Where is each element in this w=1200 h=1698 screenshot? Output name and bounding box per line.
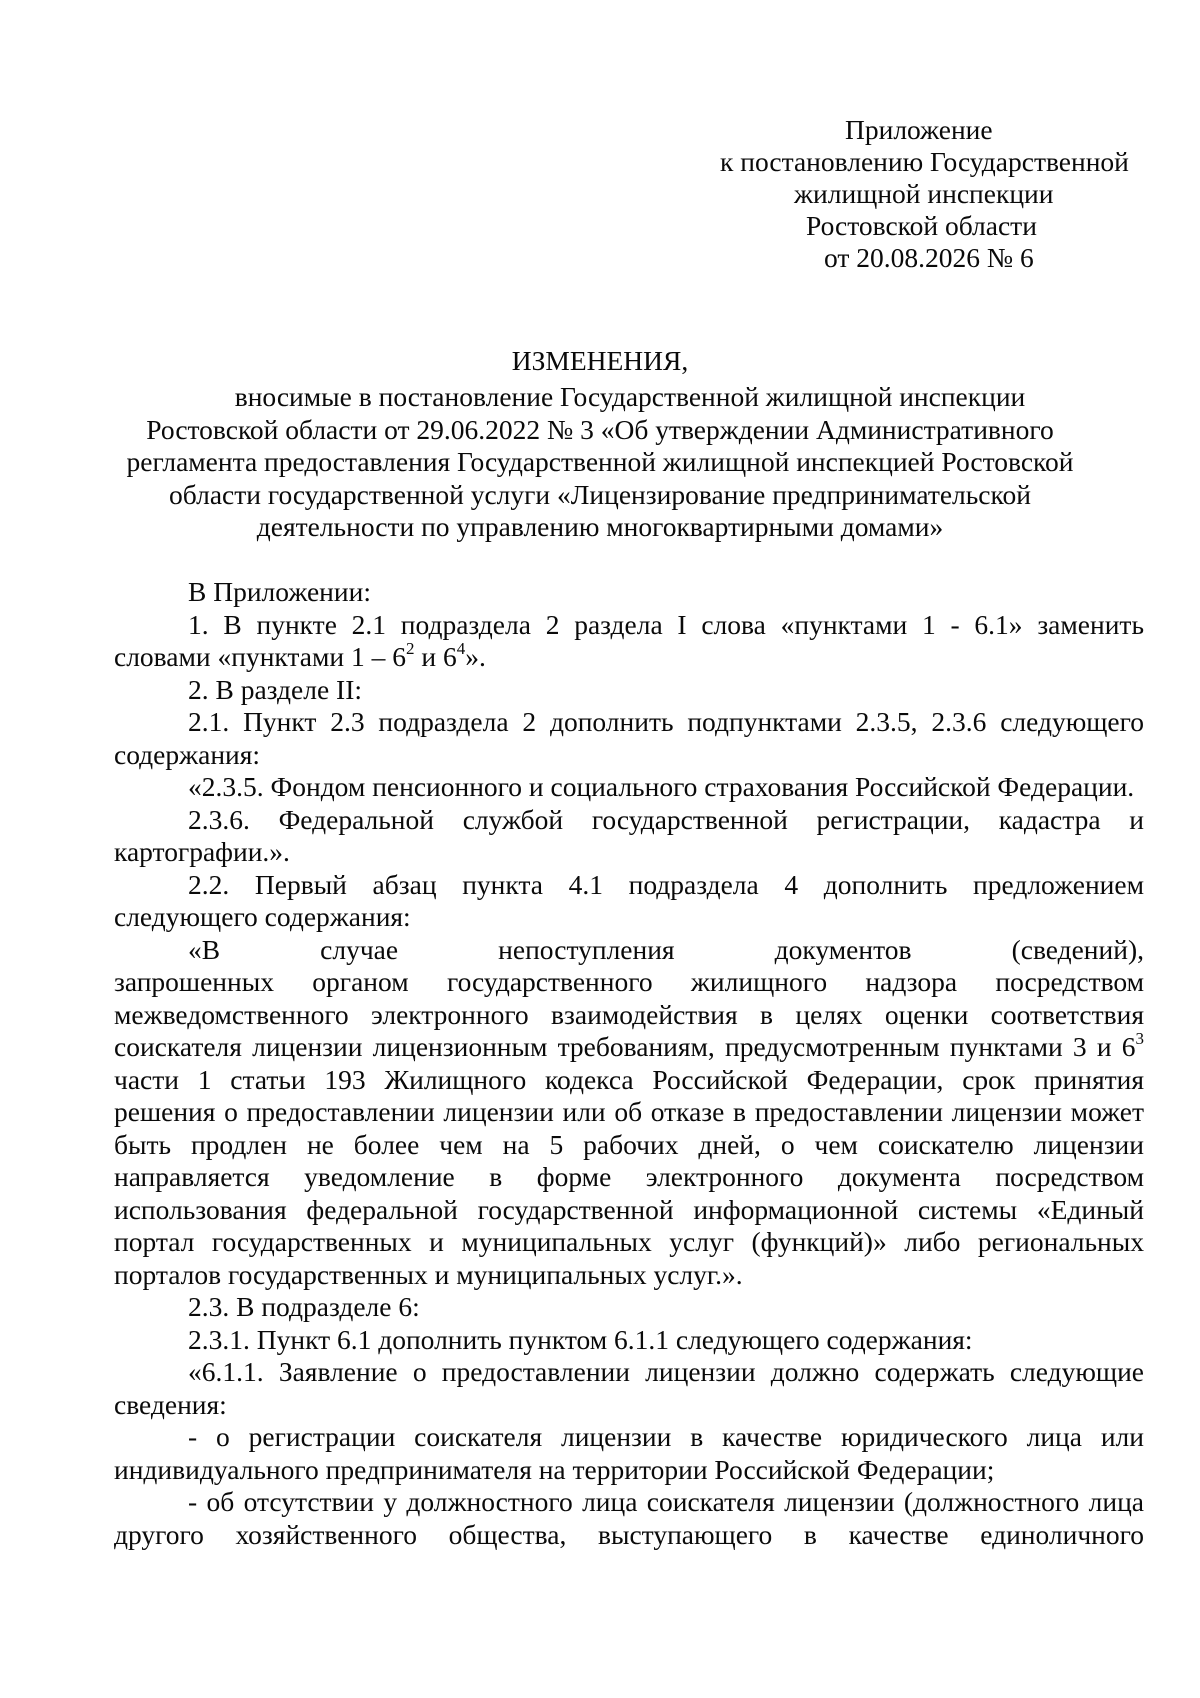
document-title: ИЗМЕНЕНИЯ, bbox=[511, 345, 689, 376]
paragraph-item-2-3-1: 2.3.1. Пункт 6.1 дополнить пунктом 6.1.1 следующего содержания: bbox=[188, 1323, 973, 1355]
paragraph-intro: В Приложении: bbox=[188, 576, 371, 607]
approval-line-4: Ростовской области bbox=[806, 210, 1037, 241]
subtitle-line-2: Ростовской области от 29.06.2022 № 3 «Об утверждении Административного bbox=[146, 413, 1054, 445]
subtitle-line-4: области государственной услуги «Лицензирование предпринимательской bbox=[169, 478, 1031, 510]
superscript: 2 bbox=[406, 638, 415, 658]
paragraph-item-2-3-5: «2.3.5. Фондом пенсионного и социального страхования Российской Федерации. bbox=[188, 771, 1135, 802]
paragraph-item-2-3-6: 2.3.6. Федеральной службой государственной регистрации, кадастра и картографии.». bbox=[114, 803, 1144, 867]
paragraph-item-2: 2. В разделе II: bbox=[188, 673, 362, 705]
subtitle-line-5: деятельности по управлению многоквартирными домами» bbox=[256, 511, 944, 542]
document-subtitle bbox=[0, 381, 1200, 544]
document-body bbox=[114, 576, 1144, 1551]
paragraph-quote-first-line: «В случае непоступления документов (сведений), bbox=[188, 933, 1144, 965]
paragraph-item-6-1-1: «6.1.1. Заявление о предоставлении лицензии должно содержать следующие сведения: bbox=[114, 1356, 1144, 1420]
paragraph-item-2-2: 2.2. Первый абзац пункта 4.1 подраздела 4 дополнить предложением следующего содержания: bbox=[114, 868, 1144, 932]
paragraph-item-2-1: 2.1. Пункт 2.3 подраздела 2 дополнить подпунктами 2.3.5, 2.3.6 следующего содержания: bbox=[114, 706, 1144, 770]
approval-line-5: от 20.08.2026 № 6 bbox=[824, 242, 1034, 273]
approval-block bbox=[690, 114, 1160, 274]
approval-line-2: к постановлению Государственной bbox=[720, 146, 1129, 177]
subtitle-line-1: вносимые в постановление Государственной жилищной инспекции bbox=[234, 381, 1026, 412]
superscript: 4 bbox=[456, 638, 466, 658]
paragraph-item-2-3: 2.3. В подразделе 6: bbox=[188, 1291, 420, 1322]
paragraph-item-1: 1. В пункте 2.1 подраздела 2 раздела I слова «пунктами 1 - 6.1» заменить словами «пунктами $1 - 6^2$ и $6^4$». bbox=[114, 608, 1144, 672]
superscript: 3 bbox=[1135, 1028, 1144, 1048]
paragraph-dash-absence: - об отсутствии у должностного лица соискателя лицензии (должностного лица другого хозяйственного общества, выступающего в качестве единоличного bbox=[114, 1486, 1144, 1550]
approval-line-1: Приложение bbox=[845, 114, 993, 145]
subtitle-line-3: регламента предоставления Государственной жилищной инспекцией Ростовской bbox=[126, 446, 1074, 477]
paragraph-dash-registration: - о регистрации соискателя лицензии в качестве юридического лица или индивидуального предпринимателя на территории Российской Федерации; bbox=[114, 1421, 1144, 1485]
paragraph-quote: запрошенных органом государственного жилищного надзора посредством межведомственного электронного взаимодействия в целях оценки соответствия соискателя лицензии лицензионным требованиям, предусмотренным пунктами 3 и $6^3$ части 1 статьи 193 Жилищного кодекса Российской Федерации, срок принятия решения о предоставлении лицензии или об отказе в предоставлении лицензии может быть продлен не более чем на 5 рабочих дней, о чем соискателю лицензии направляется уведомление в форме электронного документа посредством использования федеральной государственной информационной системы «Единый портал государственных и муниципальных услуг (функций)» либо региональных порталов государственных и муниципальных услуг.». bbox=[114, 966, 1144, 1290]
approval-line-3: жилищной инспекции bbox=[794, 178, 1054, 209]
